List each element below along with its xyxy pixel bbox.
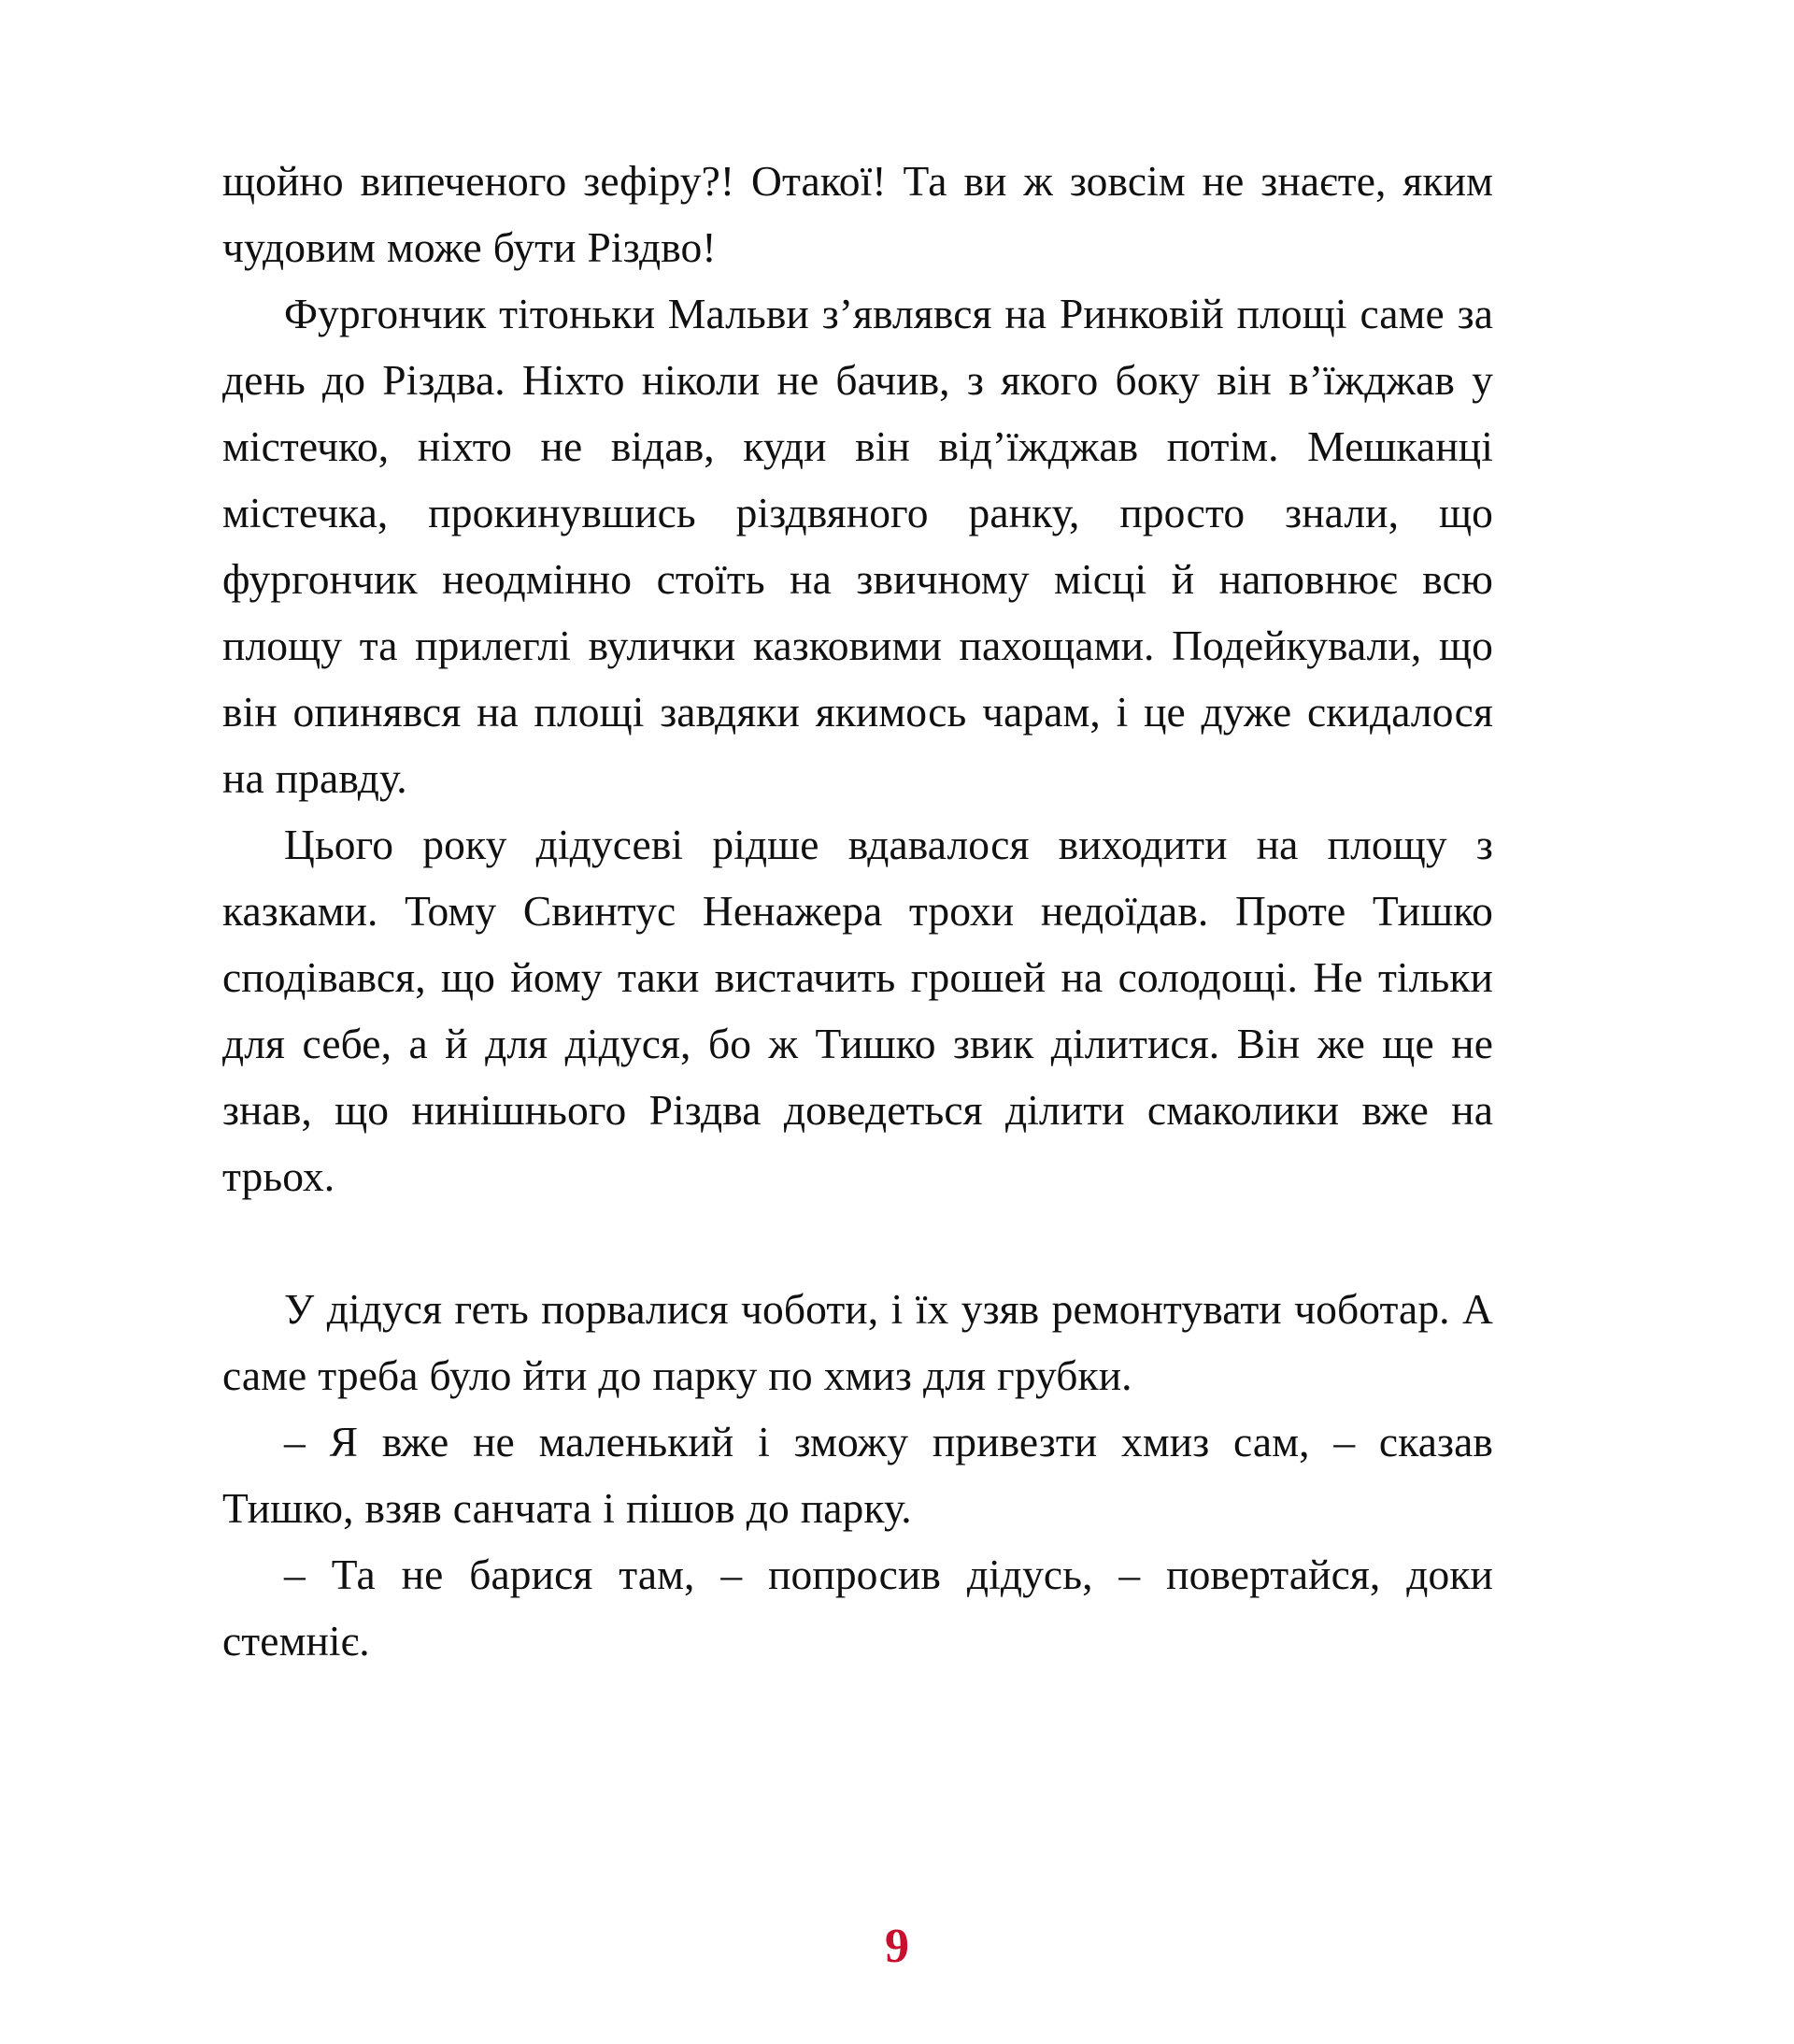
paragraph-4: У дідуся геть порвалися чоботи, і їх узяв ремонтувати чоботар. А саме треба було йти до парку по хмиз для грубки. [222, 1285, 1493, 1399]
dialogue-line-2: – Та не барися там, – попросив дідусь, – повертайся, доки стемніє. [222, 1551, 1493, 1665]
text-column [222, 148, 1493, 1674]
dialogue-line-1: – Я вже не маленький і зможу привезти хмиз сам, – сказав Тишко, взяв санчата і пішов до парку. [222, 1418, 1493, 1532]
paragraph-1: щойно випеченого зефіру?! Отакої! Та ви ж зовсім не знаєте, яким чудовим може бути Різдво! [222, 157, 1493, 271]
page-number: 9 [885, 1920, 909, 1973]
paragraph-3: Цього року дідусеві рідше вдавалося виходити на площу з казками. Тому Свинтус Ненажера трохи недоїдав. Проте Тишко сподівався, що йому таки вистачить грошей на солодощі. Не тільки для себе, а й для дідуся, бо ж Тишко звик ділитися. Він же ще не знав, що нинішнього Різдва доведеться ділити смаколики вже на трьох. [222, 821, 1493, 1200]
paragraph-2: Фургончик тітоньки Мальви з’являвся на Ринковій площі саме за день до Різдва. Ніхто ніколи не бачив, з якого боку він в’їжджав у містечко, ніхто не відав, куди він від’їжджав потім. Мешканці містечка, прокинувшись різдвяного ранку, просто знали, що фургончик неодмінно стоїть на звичному місці й наповнює всю площу та прилеглі вулички казковими пахощами. Подейкували, що він опинявся на площі завдяки якимось чарам, і це дуже скидалося на правду. [222, 290, 1493, 802]
paragraph-spacer [222, 1209, 1493, 1276]
